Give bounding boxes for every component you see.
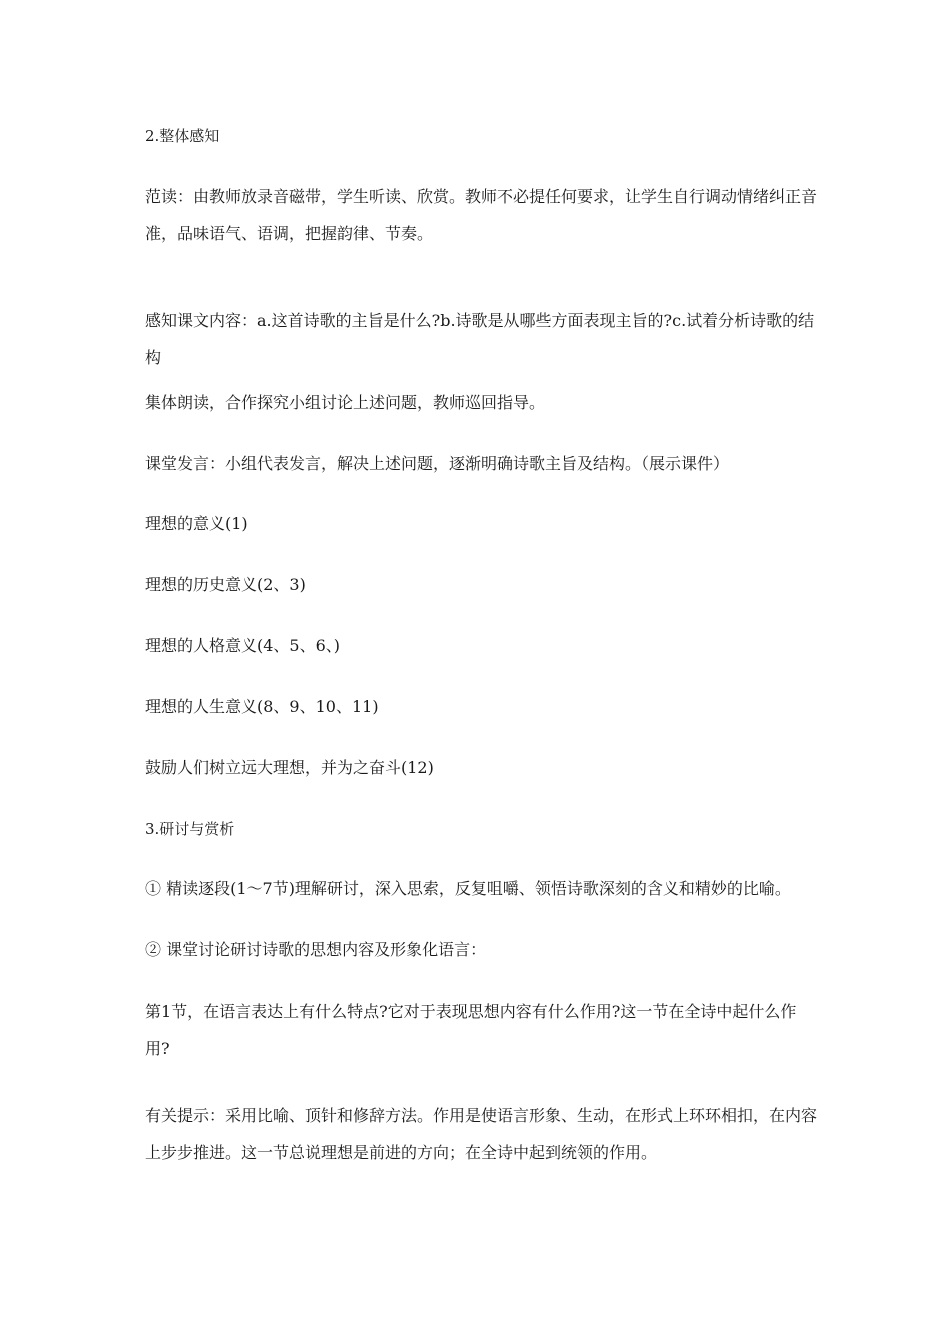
list-item-ideal-meaning: 理想的意义(1) xyxy=(145,514,248,533)
paragraph-hint: 有关提示：采用比喻、顶针和修辞方法。作用是使语言形象、生动，在形式上环环相扣，在内容上步步推进。这一节总说理想是前进的方向；在全诗中起到统领的作用。 xyxy=(145,1106,818,1162)
paragraph-group-reading: 集体朗读，合作探究小组讨论上述问题，教师巡回指导。 xyxy=(145,393,546,412)
list-item-historical-meaning: 理想的历史意义(2、3) xyxy=(145,575,306,594)
list-item-personality-meaning: 理想的人格意义(4、5、6、) xyxy=(145,636,341,655)
list-item-encourage: 鼓励人们树立远大理想，并为之奋斗(12) xyxy=(145,758,434,777)
section-heading-study-appreciation: 3.研讨与赏析 xyxy=(145,820,235,838)
paragraph-model-reading: 范读：由教师放录音磁带，学生听读、欣赏。教师不必提任何要求，让学生自行调动情绪纠正音准，品味语气、语调，把握韵律、节奏。 xyxy=(145,187,818,243)
paragraph-section-one-question: 第1节，在语言表达上有什么特点?它对于表现思想内容有什么作用?这一节在全诗中起什么作用? xyxy=(145,1002,797,1058)
section-heading-overall-perception: 2.整体感知 xyxy=(145,127,220,145)
paragraph-class-discussion: ② 课堂讨论研讨诗歌的思想内容及形象化语言： xyxy=(145,940,487,959)
paragraph-perceive-content: 感知课文内容：a.这首诗歌的主旨是什么?b.诗歌是从哪些方面表现主旨的?c.试着分析诗歌的结构 xyxy=(145,311,815,367)
list-item-life-meaning: 理想的人生意义(8、9、10、11) xyxy=(145,697,379,716)
paragraph-close-reading: ① 精读逐段(1～7节)理解研讨，深入思索，反复咀嚼、领悟诗歌深刻的含义和精妙的比喻。 xyxy=(145,879,791,898)
paragraph-classroom-speech: 课堂发言：小组代表发言，解决上述问题，逐渐明确诗歌主旨及结构。（展示课件） xyxy=(145,454,730,473)
